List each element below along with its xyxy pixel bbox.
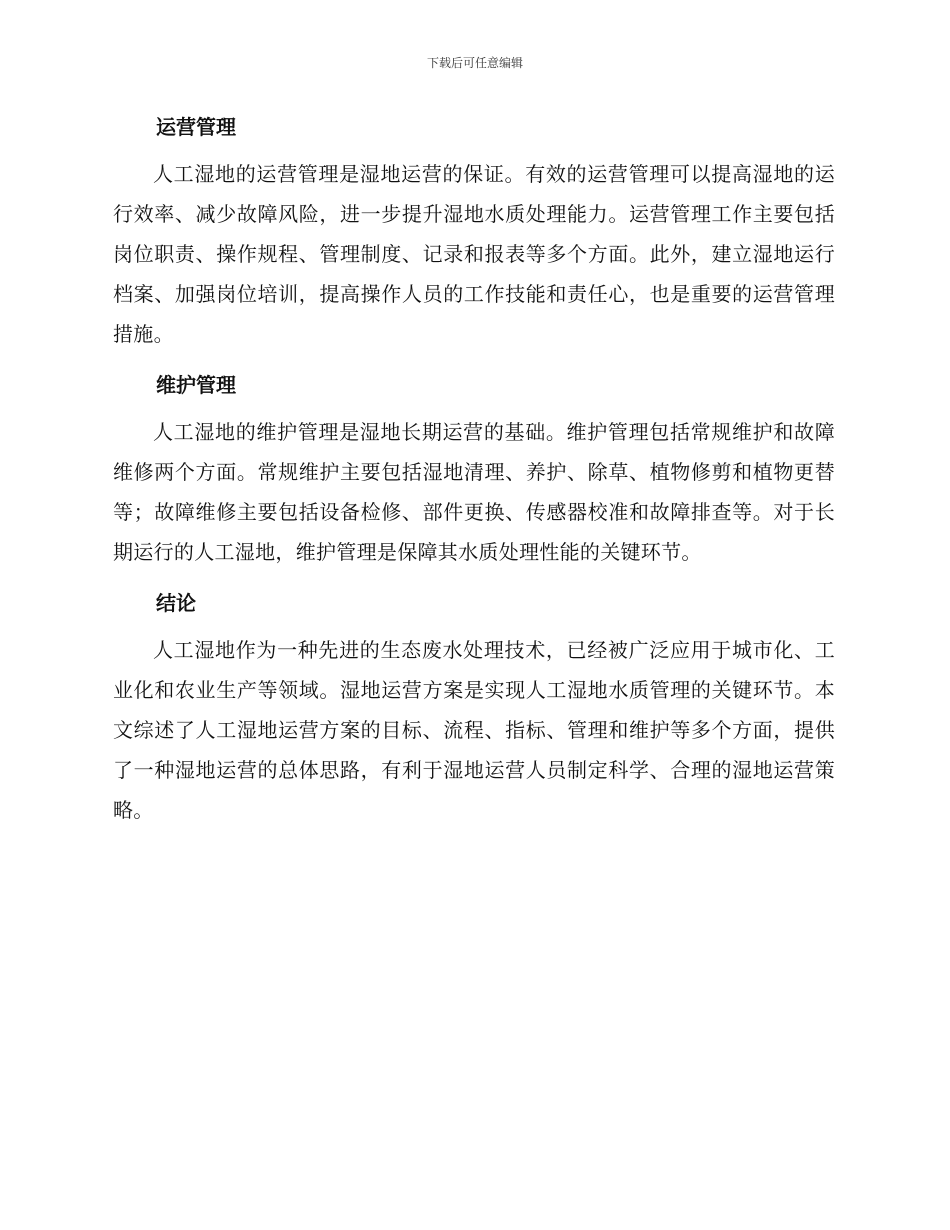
section-paragraph: 人工湿地的维护管理是湿地长期运营的基础。维护管理包括常规维护和故障维修两个方面。常规维护主要包括湿地清理、养护、除草、植物修剪和植物更替等；故障维修主要包括设备检修、部件更换、传感器校准和故障排查等。对于长期运行的人工湿地，维护管理是保障其水质处理性能的关键环节。 — [113, 420, 835, 564]
document-body — [113, 110, 835, 844]
section-title: 维护管理 — [156, 373, 236, 397]
section-paragraph: 人工湿地的运营管理是湿地运营的保证。有效的运营管理可以提高湿地的运行效率、减少故障风险，进一步提升湿地水质处理能力。运营管理工作主要包括岗位职责、操作规程、管理制度、记录和报表等多个方面。此外，建立湿地运行档案、加强岗位培训，提高操作人员的工作技能和责任心，也是重要的运营管理措施。 — [113, 162, 835, 346]
section-operation-management — [113, 110, 835, 354]
section-title: 运营管理 — [156, 115, 236, 139]
section-paragraph: 人工湿地作为一种先进的生态废水处理技术，已经被广泛应用于城市化、工业化和农业生产等领域。湿地运营方案是实现人工湿地水质管理的关键环节。本文综述了人工湿地运营方案的目标、流程、指标、管理和维护等多个方面，提供了一种湿地运营的总体思路，有利于湿地运营人员制定科学、合理的湿地运营策略。 — [113, 638, 835, 822]
section-title: 结论 — [156, 591, 196, 615]
page-header-note: 下载后可任意编辑 — [426, 56, 523, 70]
section-conclusion — [113, 586, 835, 830]
section-maintenance-management — [113, 368, 835, 572]
